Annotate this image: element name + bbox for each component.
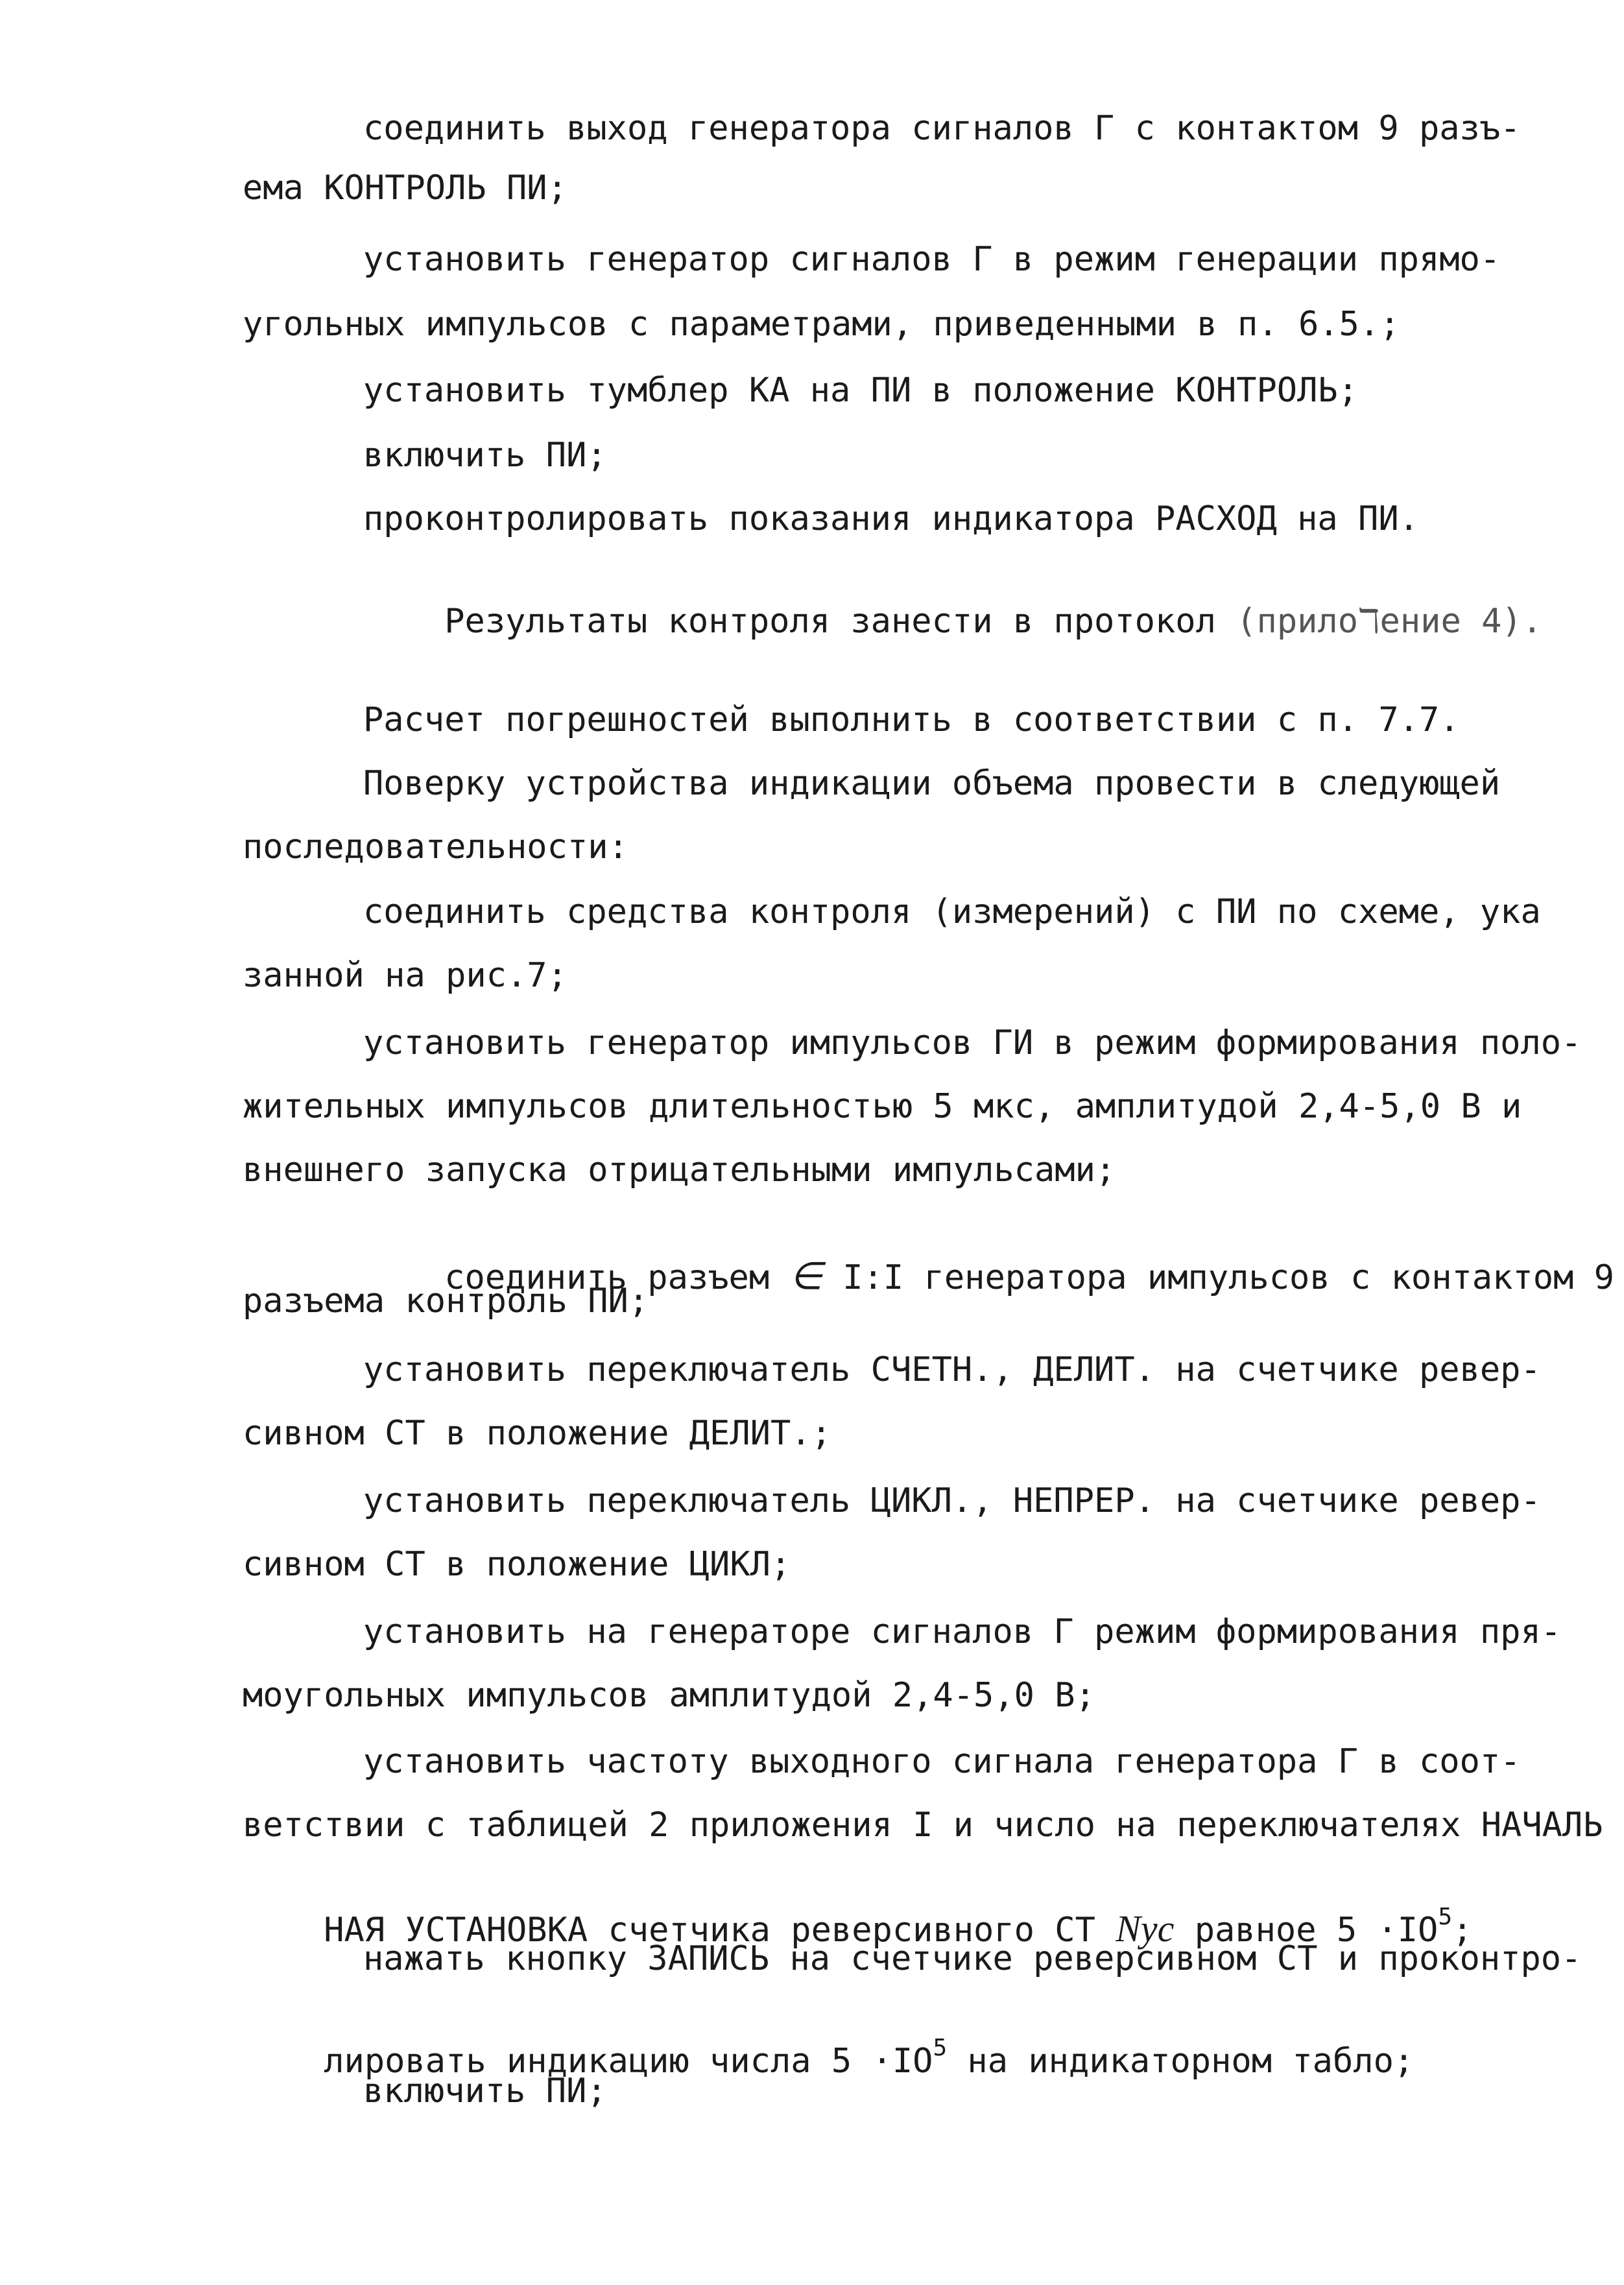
text-line: Поверку устройства индикации объема провести в следующей [363,764,1501,803]
text-segment: I:I генератора импульсов с контактом 9 [842,1258,1614,1297]
text-line: внешнего запуска отрицательными импульсами; [243,1151,1116,1190]
text-line: установить частоту выходного сигнала генератора Г в соот- [363,1742,1521,1781]
text-line: сивном СТ в положение ЦИКЛ; [243,1545,791,1584]
text-line: установить на генераторе сигналов Г режим формирования пря- [363,1612,1562,1651]
text-line: включить ПИ; [363,2072,607,2111]
text-line: установить генератор сигналов Г в режим генерации прямо- [363,240,1501,279]
connector-symbol: ∈ [789,1255,822,1297]
text-line: последовательности: [243,828,628,867]
text-segment: (прилоℸение 4). [1236,602,1543,641]
text-segment: НАЯ УСТАНОВКА счетчика реверсивного СТ [324,1911,1116,1950]
text-segment: соединить разъем [444,1258,790,1297]
text-segment: Результаты контроля занести в протокол [444,602,1216,641]
text-line [363,563,1542,680]
text-line: угольных импульсов с параметрами, приведенными в п. 6.5.; [243,305,1400,344]
text-line: установить переключатель СЧЕТН., ДЕЛИТ. на счетчике ревер- [363,1350,1541,1389]
text-line: Расчет погрешностей выполнить в соответствии с п. 7.7. [363,700,1460,739]
text-line: соединить выход генератора сигналов Г с контактом 9 разъ- [363,109,1521,148]
text-line: занной на рис.7; [243,956,567,995]
text-line: ветствии с таблицей 2 приложения I и число на переключателях НАЧАЛЬ [243,1806,1603,1845]
text-line: жительных импульсов длительностью 5 мкс, амплитудой 2,4-5,0 В и [243,1087,1522,1126]
text-line: установить тумблер КА на ПИ в положение КОНТРОЛЬ; [363,371,1359,410]
text-line: нажать кнопку ЗАПИСЬ на счетчике реверсивном СТ и проконтро- [363,1939,1582,1978]
text-segment: на индикаторном табло; [947,2042,1415,2081]
exponent: 5 [933,2035,948,2061]
text-segment: лировать индикацию числа 5 ·IO [324,2042,933,2081]
text-line: включить ПИ; [363,436,607,475]
text-line: ема КОНТРОЛЬ ПИ; [243,169,567,208]
exponent: 5 [1438,1904,1453,1930]
text-line: сивном СТ в положение ДЕЛИТ.; [243,1414,831,1453]
text-line: установить переключатель ЦИКЛ., НЕПРЕР. на счетчике ревер- [363,1481,1541,1520]
text-line: проконтролировать показания индикатора РАСХОД на ПИ. [363,499,1419,538]
text-segment: ; [1452,1911,1473,1950]
text-segment: равное 5 ·IO [1194,1911,1439,1950]
text-line: разъема контроль ПИ; [243,1282,649,1321]
nyc-symbol: Nус [1116,1908,1175,1950]
text-line: соединить средства контроля (измерений) с ПИ по схеме, ука [363,892,1541,931]
text-line: моугольных импульсов амплитудой 2,4-5,0 В; [243,1676,1095,1715]
text-line: установить генератор импульсов ГИ в режим формирования поло- [363,1023,1582,1062]
